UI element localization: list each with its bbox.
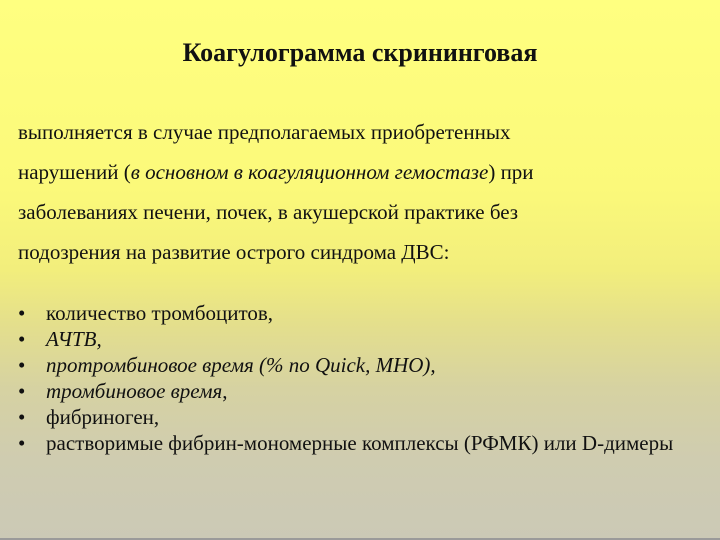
list-item [18, 404, 698, 430]
bullet-icon: • [18, 405, 26, 429]
list-item [18, 378, 698, 404]
list-item [18, 326, 698, 352]
intro-line-2-start: нарушений ( [18, 160, 131, 184]
intro-line-2-italic: в основном в коагуляционном гемостазе [130, 160, 489, 184]
bullet-icon: • [18, 379, 26, 403]
bullet-icon: • [18, 327, 26, 351]
list-item-text: растворимые фибрин-мономерные комплексы (РФМК) или D-димеры [46, 431, 674, 455]
test-list [18, 300, 698, 456]
bullet-icon: • [18, 301, 26, 325]
list-item [18, 430, 698, 456]
intro-line-2 [18, 152, 708, 192]
intro-line-2-end: ) при [488, 160, 534, 184]
bullet-icon: • [18, 353, 26, 377]
list-item [18, 352, 698, 378]
list-item-italic: протромбиновое время (% по Quick, МНО), [46, 353, 436, 377]
intro-line-1: выполняется в случае предполагаемых приобретенных [18, 120, 511, 144]
list-item-italic: тромбиновое время [46, 379, 223, 403]
intro-line-4: подозрения на развитие острого синдрома ДВС: [18, 240, 450, 264]
list-item-text: фибриноген, [46, 405, 160, 429]
intro-paragraph [18, 112, 708, 272]
slide-title: Коагулограмма скрининговая [182, 38, 538, 67]
list-item-italic: АЧТВ, [46, 327, 102, 351]
intro-line-3: заболеваниях печени, почек, в акушерской практике без [18, 200, 519, 224]
list-item-text: количество тромбоцитов, [46, 301, 274, 325]
list-item-tail: , [222, 379, 228, 403]
bullet-icon: • [18, 431, 26, 455]
list-item [18, 300, 698, 326]
